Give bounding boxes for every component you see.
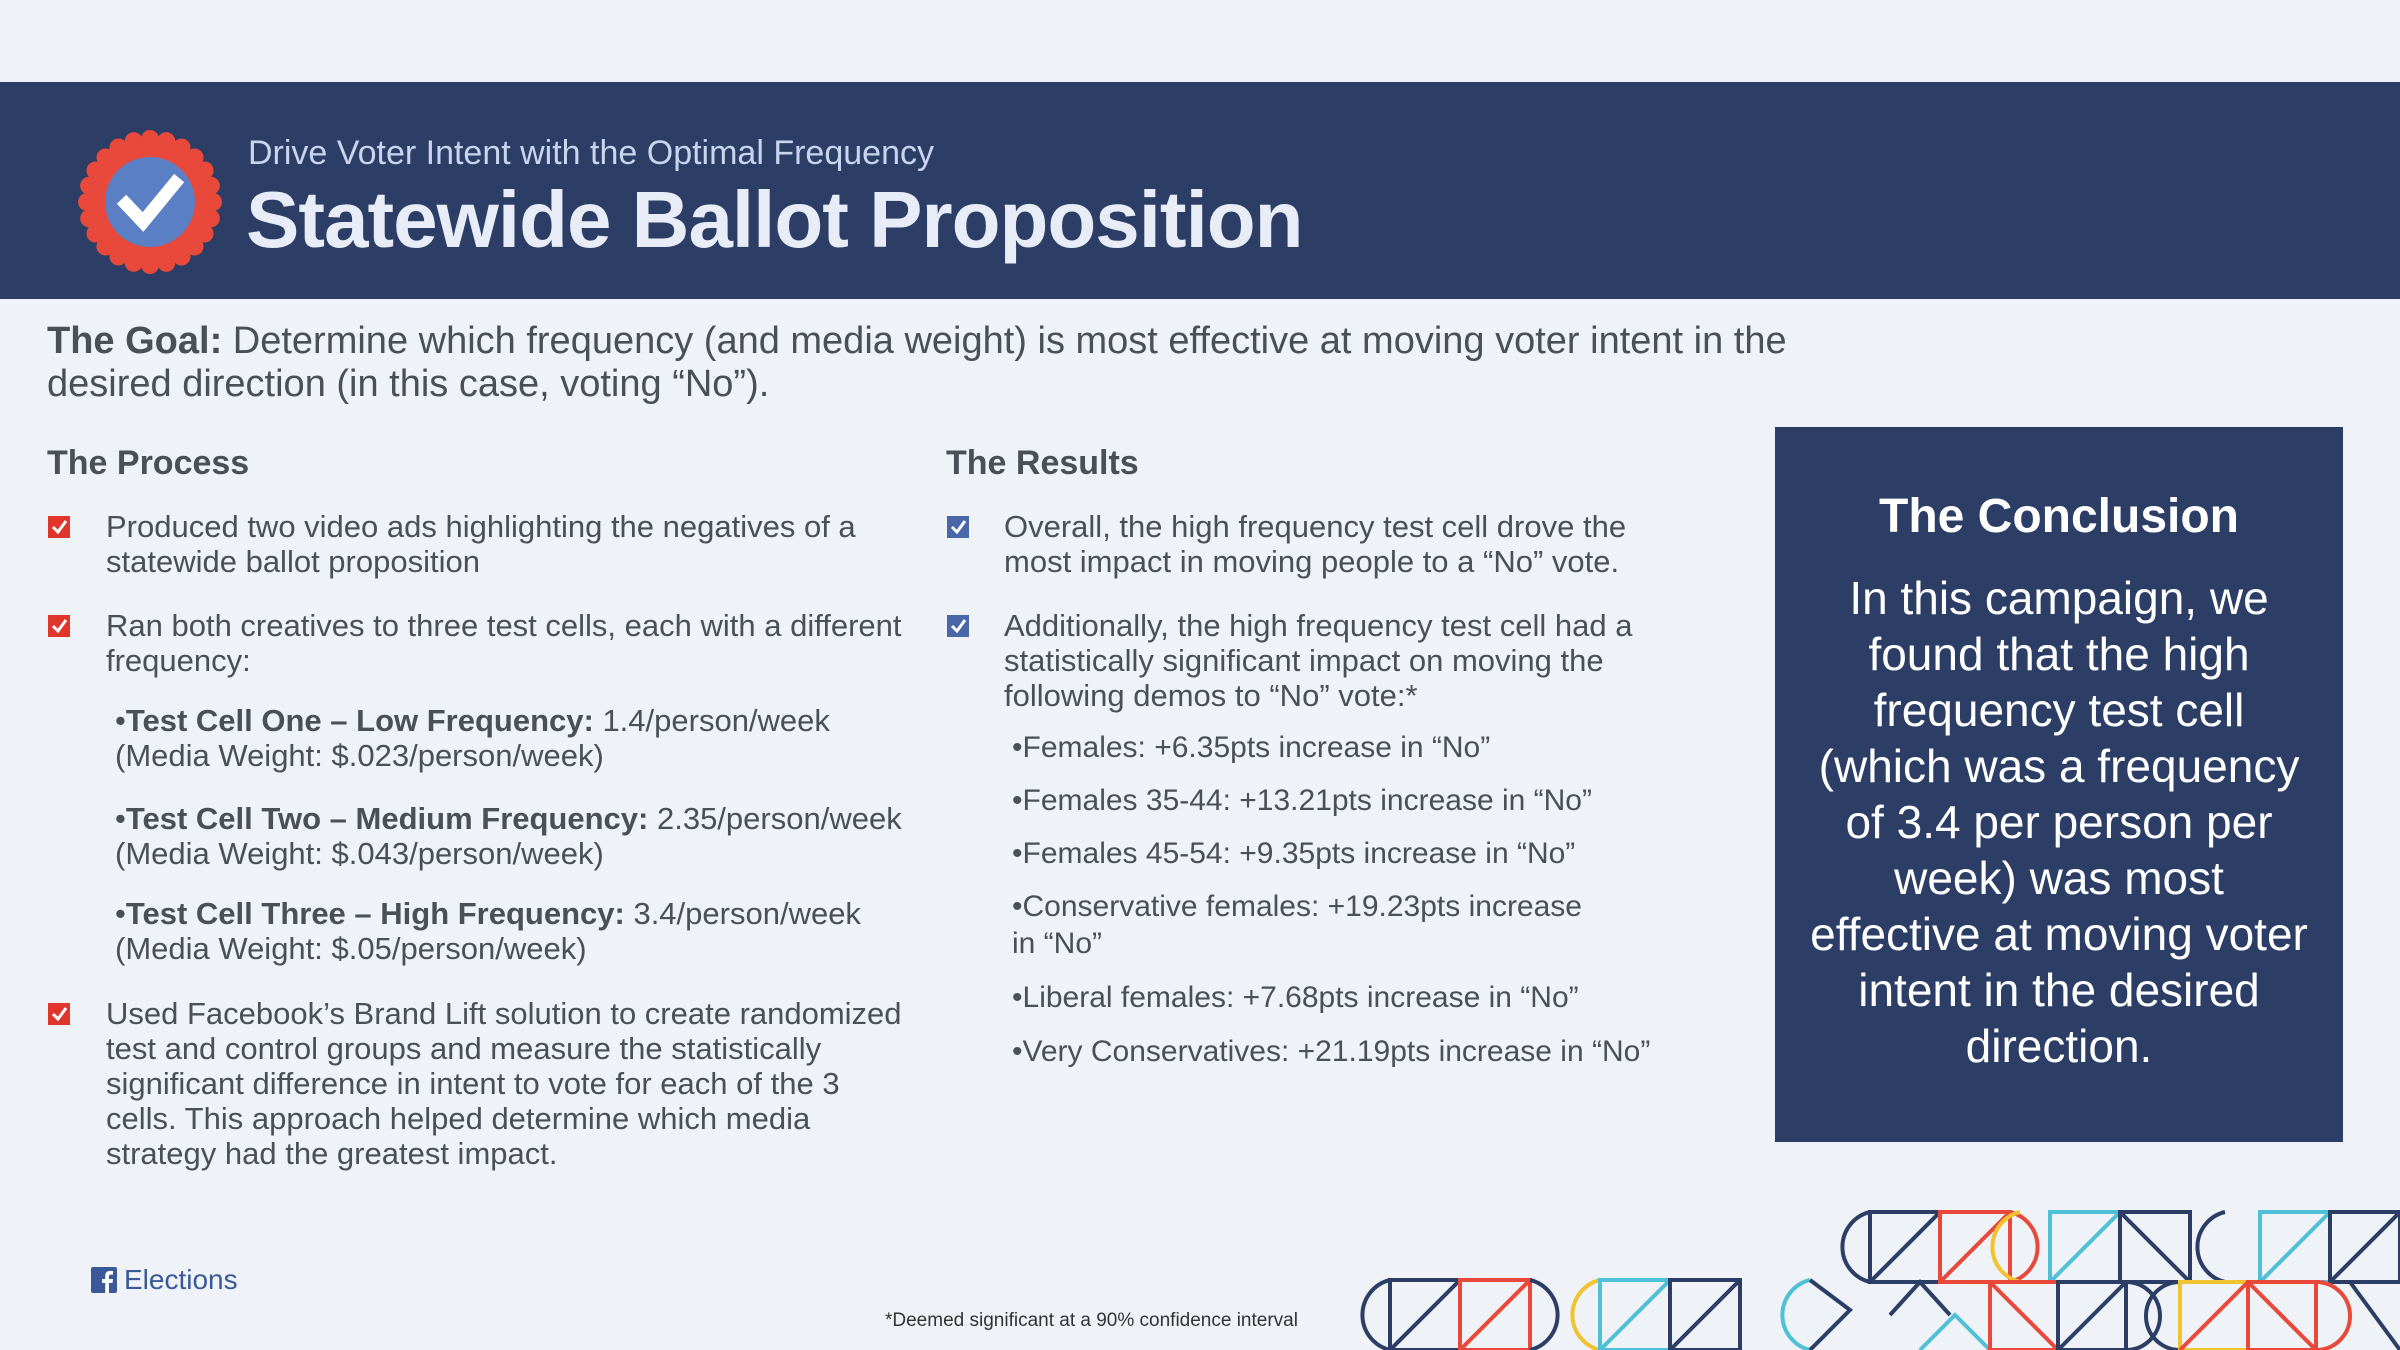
demo-bullet: •Females: +6.35pts increase in “No”	[1012, 731, 1491, 764]
demo-bullet: •Very Conservatives: +21.19pts increase in “No”	[1012, 1035, 1651, 1068]
process-item-2: Ran both creatives to three test cells, each with a different frequency:	[106, 608, 902, 678]
test-cell-two-freq: 2.35/person/week	[648, 801, 902, 836]
goal-text: Determine which frequency (and media weight) is most effective at moving voter intent in the desired direction (in this case, voting “No”).	[47, 320, 1787, 405]
red-checkbox-icon	[48, 615, 70, 637]
demo-bullet: •Conservative females: +19.23pts increase in “No”	[1012, 890, 1582, 960]
red-checkbox-icon	[48, 516, 70, 538]
results-heading: The Results	[946, 444, 1139, 482]
checkmark-badge-icon	[76, 128, 224, 276]
demo-bullet: •Females 35-44: +13.21pts increase in “No”	[1012, 784, 1592, 817]
test-cell-two-weight: (Media Weight: $.043/person/week)	[115, 836, 604, 871]
process-item-3: Used Facebook’s Brand Lift solution to create randomized test and control groups and measure the statistically significant difference in intent to vote for each of the 3 cells. This approach helped determine which media strategy had the greatest impact.	[106, 996, 902, 1171]
test-cell-one-freq: 1.4/person/week	[593, 703, 830, 738]
process-heading: The Process	[47, 444, 250, 482]
footnote: *Deemed significant at a 90% confidence interval	[885, 1310, 1298, 1331]
demo-bullet: •Liberal females: +7.68pts increase in “No”	[1012, 981, 1579, 1014]
results-item-1: Overall, the high frequency test cell drove the most impact in moving people to a “No” vote.	[1004, 509, 1627, 579]
test-cell-three-freq: 3.4/person/week	[624, 896, 861, 931]
test-cell-one: •Test Cell One – Low Frequency: 1.4/person/week (Media Weight: $.023/person/week)	[115, 703, 830, 773]
test-cell-one-label: Test Cell One – Low Frequency:	[125, 703, 594, 738]
page-subtitle: Drive Voter Intent with the Optimal Frequency	[248, 134, 934, 172]
demo-bullet-text: Very Conservatives: +21.19pts increase in “No”	[1022, 1035, 1651, 1068]
test-cell-three: •Test Cell Three – High Frequency: 3.4/person/week (Media Weight: $.05/person/week)	[115, 896, 861, 966]
demo-bullet-text: Females 45-54: +9.35pts increase in “No”	[1022, 837, 1576, 870]
test-cell-three-label: Test Cell Three – High Frequency:	[125, 896, 625, 931]
goal-label: The Goal:	[47, 320, 223, 362]
goal-statement	[47, 320, 1827, 406]
test-cell-two-label: Test Cell Two – Medium Frequency:	[125, 801, 649, 836]
page-title: Statewide Ballot Proposition	[246, 175, 1303, 264]
blue-checkbox-icon	[947, 516, 969, 538]
conclusion-panel	[1775, 427, 2343, 1142]
elections-brand: Elections	[124, 1264, 238, 1295]
process-item-1: Produced two video ads highlighting the negatives of a statewide ballot proposition	[106, 509, 856, 579]
red-checkbox-icon	[48, 1003, 70, 1025]
blue-checkbox-icon	[947, 615, 969, 637]
results-item-2: Additionally, the high frequency test cell had a statistically significant impact on moving the following demos to “No” vote:*	[1004, 608, 1633, 713]
test-cell-two: •Test Cell Two – Medium Frequency: 2.35/person/week (Media Weight: $.043/person/week)	[115, 801, 902, 871]
test-cell-one-weight: (Media Weight: $.023/person/week)	[115, 738, 604, 773]
demo-bullet-text: Females 35-44: +13.21pts increase in “No”	[1022, 784, 1592, 817]
conclusion-title: The Conclusion	[1879, 490, 2239, 543]
demo-bullet-text: Liberal females: +7.68pts increase in “No”	[1022, 981, 1579, 1014]
demo-bullet-text: Females: +6.35pts increase in “No”	[1022, 731, 1491, 764]
test-cell-three-weight: (Media Weight: $.05/person/week)	[115, 931, 587, 966]
demo-bullet: •Females 45-54: +9.35pts increase in “No”	[1012, 837, 1576, 870]
demo-bullet-text: Conservative females: +19.23pts increase in “No”	[1012, 890, 1582, 960]
facebook-icon	[91, 1267, 117, 1293]
decorative-geometric-pattern	[1310, 1200, 2400, 1350]
conclusion-text: In this campaign, we found that the high frequency test cell (which was a frequency of 3.4 per person per week) was most effective at moving voter intent in the desired direction.	[1810, 572, 2308, 1072]
